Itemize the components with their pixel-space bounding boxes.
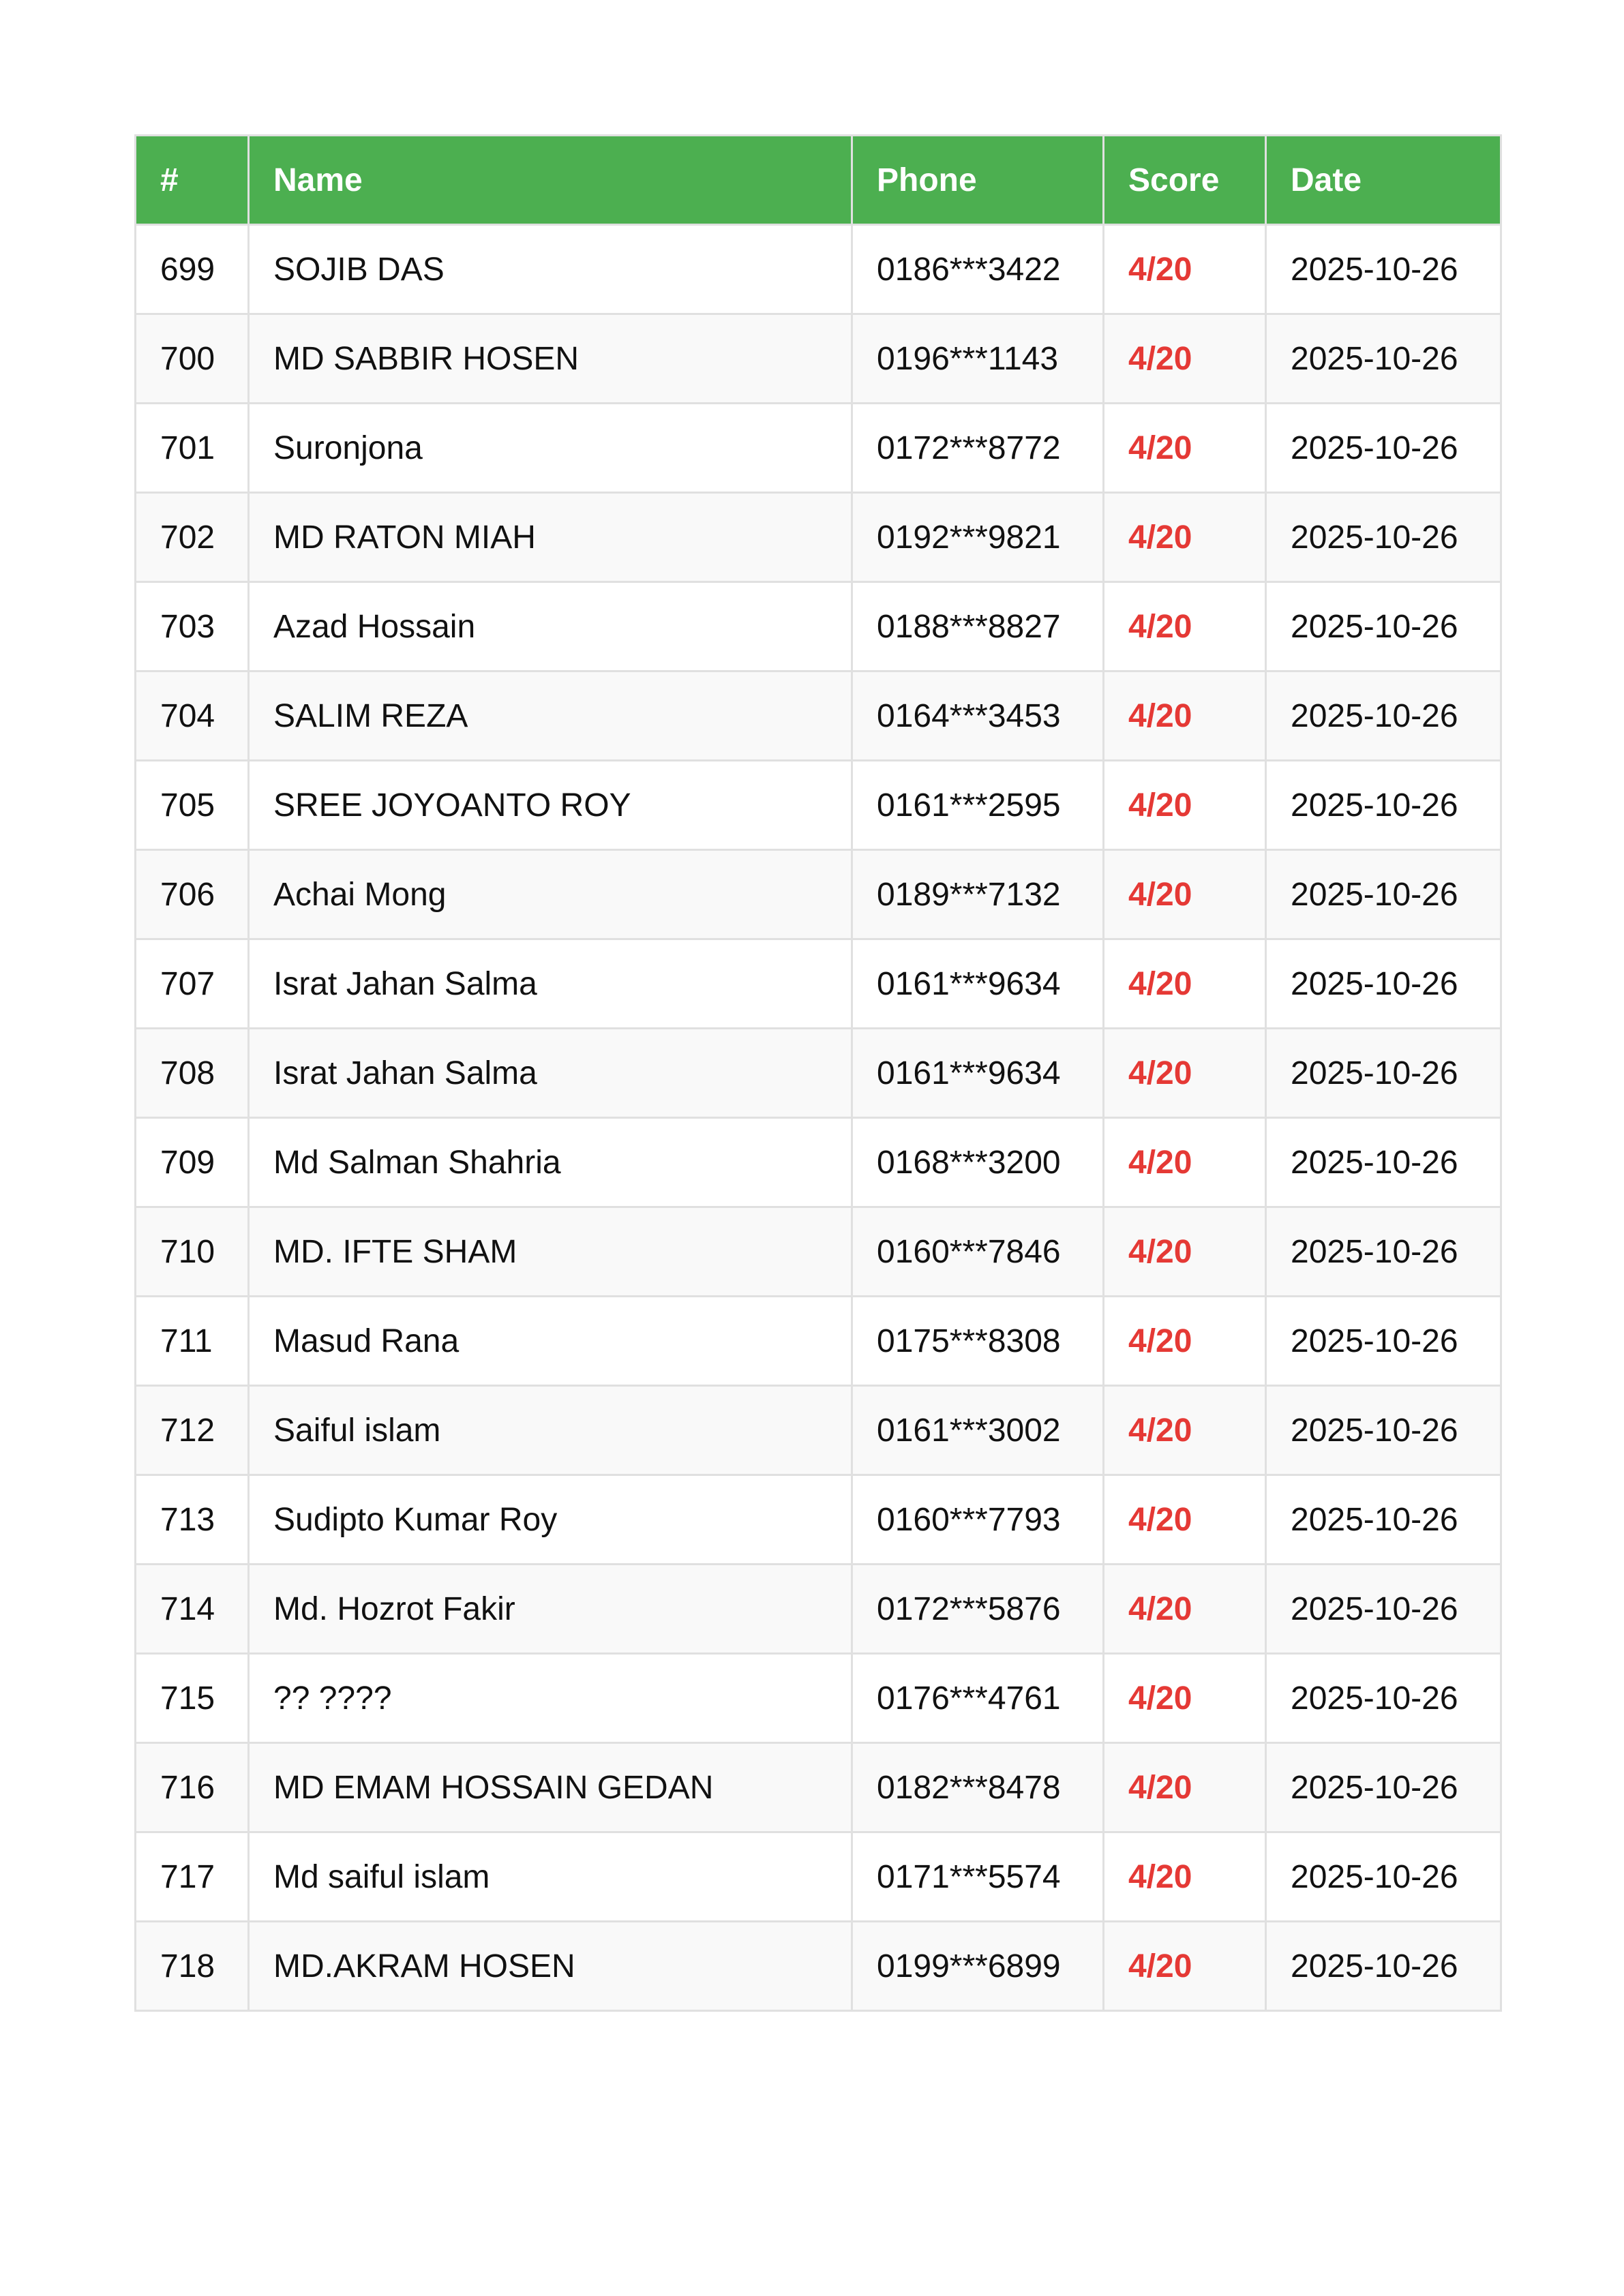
score-cell: 4/20 [1104,314,1266,404]
date-cell: 2025-10-26 [1266,314,1501,404]
name-cell: Md. Hozrot Fakir [249,1565,852,1654]
num-cell: 703 [136,582,249,671]
name-cell: Suronjona [249,404,852,493]
date-cell: 2025-10-26 [1266,225,1501,314]
header-row [136,136,1501,225]
results-table [134,134,1502,2012]
phone-cell: 0196***1143 [852,314,1104,404]
num-cell: 713 [136,1475,249,1565]
table-row [136,1743,1501,1832]
name-cell: MD.AKRAM HOSEN [249,1922,852,2011]
num-cell: 699 [136,225,249,314]
name-cell: ?? ???? [249,1654,852,1743]
date-cell: 2025-10-26 [1266,671,1501,761]
name-cell: Saiful islam [249,1386,852,1475]
name-cell: Md Salman Shahria [249,1118,852,1207]
score-cell: 4/20 [1104,1654,1266,1743]
phone-cell: 0168***3200 [852,1118,1104,1207]
date-cell: 2025-10-26 [1266,1386,1501,1475]
name-cell: MD EMAM HOSSAIN GEDAN [249,1743,852,1832]
phone-cell: 0161***3002 [852,1386,1104,1475]
num-cell: 701 [136,404,249,493]
num-cell: 710 [136,1207,249,1297]
table-row [136,582,1501,671]
score-cell: 4/20 [1104,493,1266,582]
phone-cell: 0160***7793 [852,1475,1104,1565]
phone-cell: 0188***8827 [852,582,1104,671]
name-cell: SOJIB DAS [249,225,852,314]
table-row [136,1029,1501,1118]
num-cell: 717 [136,1832,249,1922]
header-num: # [136,136,249,225]
table-header [136,136,1501,225]
date-cell: 2025-10-26 [1266,1832,1501,1922]
score-cell: 4/20 [1104,1475,1266,1565]
table-row [136,1297,1501,1386]
name-cell: Sudipto Kumar Roy [249,1475,852,1565]
date-cell: 2025-10-26 [1266,1743,1501,1832]
name-cell: MD SABBIR HOSEN [249,314,852,404]
table-row [136,1922,1501,2011]
header-name: Name [249,136,852,225]
table-row [136,850,1501,939]
phone-cell: 0161***9634 [852,939,1104,1029]
name-cell: Israt Jahan Salma [249,939,852,1029]
name-cell: Achai Mong [249,850,852,939]
header-date: Date [1266,136,1501,225]
num-cell: 711 [136,1297,249,1386]
name-cell: MD. IFTE SHAM [249,1207,852,1297]
name-cell: Israt Jahan Salma [249,1029,852,1118]
num-cell: 706 [136,850,249,939]
phone-cell: 0161***2595 [852,761,1104,850]
score-cell: 4/20 [1104,1297,1266,1386]
num-cell: 715 [136,1654,249,1743]
score-cell: 4/20 [1104,1207,1266,1297]
table-row [136,671,1501,761]
num-cell: 707 [136,939,249,1029]
phone-cell: 0172***5876 [852,1565,1104,1654]
date-cell: 2025-10-26 [1266,1207,1501,1297]
date-cell: 2025-10-26 [1266,1029,1501,1118]
table-row [136,939,1501,1029]
num-cell: 714 [136,1565,249,1654]
phone-cell: 0160***7846 [852,1207,1104,1297]
num-cell: 708 [136,1029,249,1118]
phone-cell: 0161***9634 [852,1029,1104,1118]
date-cell: 2025-10-26 [1266,1475,1501,1565]
score-cell: 4/20 [1104,1565,1266,1654]
table-row [136,314,1501,404]
num-cell: 700 [136,314,249,404]
table-row [136,225,1501,314]
phone-cell: 0176***4761 [852,1654,1104,1743]
name-cell: MD RATON MIAH [249,493,852,582]
num-cell: 705 [136,761,249,850]
score-cell: 4/20 [1104,404,1266,493]
score-cell: 4/20 [1104,1118,1266,1207]
date-cell: 2025-10-26 [1266,582,1501,671]
name-cell: SREE JOYOANTO ROY [249,761,852,850]
table-row [136,761,1501,850]
score-cell: 4/20 [1104,939,1266,1029]
phone-cell: 0186***3422 [852,225,1104,314]
name-cell: Masud Rana [249,1297,852,1386]
phone-cell: 0189***7132 [852,850,1104,939]
phone-cell: 0171***5574 [852,1832,1104,1922]
table-row [136,404,1501,493]
score-cell: 4/20 [1104,761,1266,850]
table-row [136,1475,1501,1565]
date-cell: 2025-10-26 [1266,1297,1501,1386]
phone-cell: 0175***8308 [852,1297,1104,1386]
score-cell: 4/20 [1104,850,1266,939]
table-body [136,225,1501,2011]
table-row [136,1207,1501,1297]
score-cell: 4/20 [1104,1743,1266,1832]
table-row [136,1118,1501,1207]
num-cell: 716 [136,1743,249,1832]
name-cell: Azad Hossain [249,582,852,671]
score-cell: 4/20 [1104,671,1266,761]
score-cell: 4/20 [1104,1832,1266,1922]
table-row [136,1565,1501,1654]
score-cell: 4/20 [1104,582,1266,671]
date-cell: 2025-10-26 [1266,404,1501,493]
num-cell: 712 [136,1386,249,1475]
header-phone: Phone [852,136,1104,225]
date-cell: 2025-10-26 [1266,850,1501,939]
phone-cell: 0172***8772 [852,404,1104,493]
num-cell: 709 [136,1118,249,1207]
num-cell: 702 [136,493,249,582]
date-cell: 2025-10-26 [1266,1118,1501,1207]
name-cell: SALIM REZA [249,671,852,761]
score-cell: 4/20 [1104,1922,1266,2011]
score-cell: 4/20 [1104,1029,1266,1118]
score-cell: 4/20 [1104,225,1266,314]
date-cell: 2025-10-26 [1266,1654,1501,1743]
phone-cell: 0199***6899 [852,1922,1104,2011]
date-cell: 2025-10-26 [1266,1922,1501,2011]
name-cell: Md saiful islam [249,1832,852,1922]
table-row [136,1386,1501,1475]
num-cell: 718 [136,1922,249,2011]
table-row [136,1654,1501,1743]
date-cell: 2025-10-26 [1266,1565,1501,1654]
header-score: Score [1104,136,1266,225]
phone-cell: 0182***8478 [852,1743,1104,1832]
phone-cell: 0164***3453 [852,671,1104,761]
date-cell: 2025-10-26 [1266,761,1501,850]
table-row [136,493,1501,582]
date-cell: 2025-10-26 [1266,939,1501,1029]
table-row [136,1832,1501,1922]
phone-cell: 0192***9821 [852,493,1104,582]
date-cell: 2025-10-26 [1266,493,1501,582]
num-cell: 704 [136,671,249,761]
score-cell: 4/20 [1104,1386,1266,1475]
